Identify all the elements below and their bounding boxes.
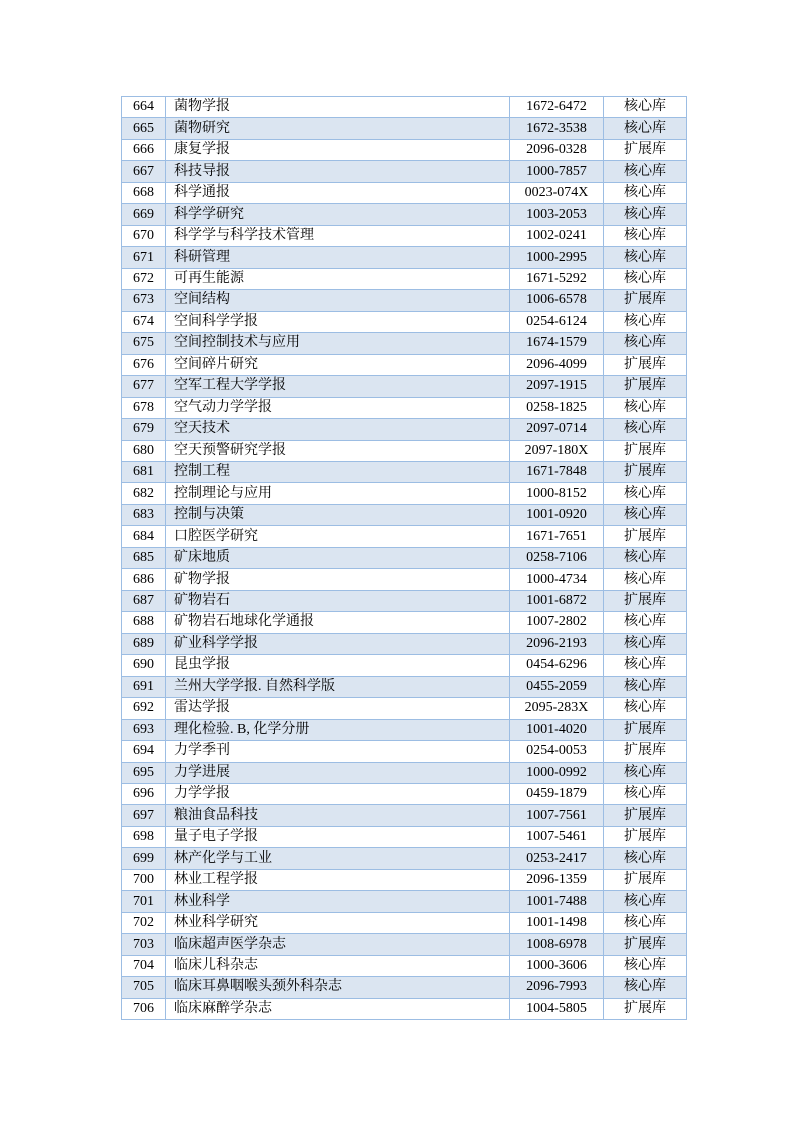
database-type-cell: 核心库 <box>604 118 687 139</box>
database-type-cell: 核心库 <box>604 676 687 697</box>
journal-name-cell: 矿业科学学报 <box>166 633 510 654</box>
table-row <box>122 762 687 783</box>
journal-name-cell: 矿床地质 <box>166 547 510 568</box>
table-row <box>122 118 687 139</box>
issn-cell: 0253-2417 <box>510 848 604 869</box>
issn-cell: 1671-5292 <box>510 268 604 289</box>
journal-name-cell: 临床超声医学杂志 <box>166 934 510 955</box>
table-row <box>122 247 687 268</box>
database-type-cell: 扩展库 <box>604 526 687 547</box>
table-row <box>122 397 687 418</box>
journal-name-cell: 林业科学 <box>166 891 510 912</box>
issn-cell: 1007-5461 <box>510 826 604 847</box>
database-type-cell: 核心库 <box>604 333 687 354</box>
journal-name-cell: 矿物岩石地球化学通报 <box>166 612 510 633</box>
journal-name-cell: 力学进展 <box>166 762 510 783</box>
table-row <box>122 719 687 740</box>
journal-name-cell: 科技导报 <box>166 161 510 182</box>
journal-name-cell: 空天技术 <box>166 419 510 440</box>
table-row <box>122 955 687 976</box>
journal-list-table <box>121 96 687 1020</box>
journal-name-cell: 菌物学报 <box>166 97 510 118</box>
table-row <box>122 698 687 719</box>
journal-name-cell: 矿物学报 <box>166 569 510 590</box>
table-row <box>122 311 687 332</box>
row-number-cell: 679 <box>122 419 166 440</box>
issn-cell: 1001-7488 <box>510 891 604 912</box>
row-number-cell: 684 <box>122 526 166 547</box>
database-type-cell: 扩展库 <box>604 354 687 375</box>
database-type-cell: 扩展库 <box>604 741 687 762</box>
database-type-cell: 扩展库 <box>604 590 687 611</box>
journal-name-cell: 空间结构 <box>166 290 510 311</box>
issn-cell: 1003-2053 <box>510 204 604 225</box>
journal-name-cell: 林产化学与工业 <box>166 848 510 869</box>
table-row <box>122 504 687 525</box>
database-type-cell: 核心库 <box>604 977 687 998</box>
table-row <box>122 139 687 160</box>
row-number-cell: 701 <box>122 891 166 912</box>
journal-name-cell: 兰州大学学报. 自然科学版 <box>166 676 510 697</box>
row-number-cell: 693 <box>122 719 166 740</box>
journal-name-cell: 粮油食品科技 <box>166 805 510 826</box>
journal-name-cell: 菌物研究 <box>166 118 510 139</box>
row-number-cell: 696 <box>122 784 166 805</box>
table-row <box>122 655 687 676</box>
database-type-cell: 核心库 <box>604 784 687 805</box>
journal-name-cell: 昆虫学报 <box>166 655 510 676</box>
database-type-cell: 核心库 <box>604 182 687 203</box>
table-row <box>122 376 687 397</box>
journal-name-cell: 雷达学报 <box>166 698 510 719</box>
row-number-cell: 699 <box>122 848 166 869</box>
database-type-cell: 核心库 <box>604 97 687 118</box>
table-row <box>122 891 687 912</box>
database-type-cell: 核心库 <box>604 848 687 869</box>
issn-cell: 1671-7848 <box>510 461 604 482</box>
database-type-cell: 核心库 <box>604 912 687 933</box>
table-row <box>122 869 687 890</box>
issn-cell: 0254-6124 <box>510 311 604 332</box>
row-number-cell: 688 <box>122 612 166 633</box>
row-number-cell: 692 <box>122 698 166 719</box>
row-number-cell: 686 <box>122 569 166 590</box>
issn-cell: 1000-8152 <box>510 483 604 504</box>
issn-cell: 1672-3538 <box>510 118 604 139</box>
issn-cell: 1001-4020 <box>510 719 604 740</box>
journal-name-cell: 空天预警研究学报 <box>166 440 510 461</box>
issn-cell: 0254-0053 <box>510 741 604 762</box>
issn-cell: 1000-2995 <box>510 247 604 268</box>
database-type-cell: 扩展库 <box>604 461 687 482</box>
database-type-cell: 核心库 <box>604 633 687 654</box>
row-number-cell: 667 <box>122 161 166 182</box>
database-type-cell: 扩展库 <box>604 826 687 847</box>
journal-name-cell: 临床麻醉学杂志 <box>166 998 510 1019</box>
issn-cell: 2097-180X <box>510 440 604 461</box>
row-number-cell: 690 <box>122 655 166 676</box>
journal-name-cell: 空间控制技术与应用 <box>166 333 510 354</box>
table-row <box>122 569 687 590</box>
row-number-cell: 703 <box>122 934 166 955</box>
row-number-cell: 705 <box>122 977 166 998</box>
row-number-cell: 669 <box>122 204 166 225</box>
row-number-cell: 695 <box>122 762 166 783</box>
database-type-cell: 核心库 <box>604 655 687 676</box>
database-type-cell: 核心库 <box>604 612 687 633</box>
row-number-cell: 675 <box>122 333 166 354</box>
database-type-cell: 核心库 <box>604 891 687 912</box>
database-type-cell: 核心库 <box>604 504 687 525</box>
table-row <box>122 419 687 440</box>
journal-name-cell: 科学学研究 <box>166 204 510 225</box>
issn-cell: 1000-7857 <box>510 161 604 182</box>
database-type-cell: 扩展库 <box>604 376 687 397</box>
row-number-cell: 665 <box>122 118 166 139</box>
journal-name-cell: 空气动力学学报 <box>166 397 510 418</box>
table-row <box>122 848 687 869</box>
table-row <box>122 977 687 998</box>
journal-list-body <box>122 97 687 1020</box>
row-number-cell: 687 <box>122 590 166 611</box>
issn-cell: 1008-6978 <box>510 934 604 955</box>
table-row <box>122 998 687 1019</box>
table-row <box>122 290 687 311</box>
issn-cell: 1672-6472 <box>510 97 604 118</box>
table-row <box>122 354 687 375</box>
database-type-cell: 核心库 <box>604 397 687 418</box>
issn-cell: 0023-074X <box>510 182 604 203</box>
row-number-cell: 664 <box>122 97 166 118</box>
table-row <box>122 612 687 633</box>
row-number-cell: 697 <box>122 805 166 826</box>
journal-name-cell: 科学通报 <box>166 182 510 203</box>
table-row <box>122 461 687 482</box>
database-type-cell: 核心库 <box>604 698 687 719</box>
row-number-cell: 678 <box>122 397 166 418</box>
database-type-cell: 扩展库 <box>604 290 687 311</box>
table-row <box>122 784 687 805</box>
row-number-cell: 671 <box>122 247 166 268</box>
issn-cell: 0459-1879 <box>510 784 604 805</box>
journal-name-cell: 矿物岩石 <box>166 590 510 611</box>
issn-cell: 1002-0241 <box>510 225 604 246</box>
table-row <box>122 97 687 118</box>
journal-name-cell: 科学学与科学技术管理 <box>166 225 510 246</box>
issn-cell: 0258-1825 <box>510 397 604 418</box>
journal-name-cell: 临床儿科杂志 <box>166 955 510 976</box>
row-number-cell: 702 <box>122 912 166 933</box>
table-row <box>122 633 687 654</box>
row-number-cell: 666 <box>122 139 166 160</box>
issn-cell: 0454-6296 <box>510 655 604 676</box>
database-type-cell: 核心库 <box>604 247 687 268</box>
database-type-cell: 扩展库 <box>604 805 687 826</box>
row-number-cell: 674 <box>122 311 166 332</box>
journal-name-cell: 理化检验. B, 化学分册 <box>166 719 510 740</box>
journal-name-cell: 空间科学学报 <box>166 311 510 332</box>
journal-name-cell: 空军工程大学学报 <box>166 376 510 397</box>
journal-name-cell: 口腔医学研究 <box>166 526 510 547</box>
row-number-cell: 694 <box>122 741 166 762</box>
issn-cell: 1000-0992 <box>510 762 604 783</box>
issn-cell: 1006-6578 <box>510 290 604 311</box>
issn-cell: 1671-7651 <box>510 526 604 547</box>
row-number-cell: 700 <box>122 869 166 890</box>
issn-cell: 2096-7993 <box>510 977 604 998</box>
journal-name-cell: 林业工程学报 <box>166 869 510 890</box>
journal-name-cell: 可再生能源 <box>166 268 510 289</box>
row-number-cell: 704 <box>122 955 166 976</box>
table-row <box>122 204 687 225</box>
row-number-cell: 677 <box>122 376 166 397</box>
row-number-cell: 668 <box>122 182 166 203</box>
table-row <box>122 826 687 847</box>
table-row <box>122 805 687 826</box>
issn-cell: 2097-0714 <box>510 419 604 440</box>
row-number-cell: 698 <box>122 826 166 847</box>
database-type-cell: 核心库 <box>604 225 687 246</box>
table-row <box>122 676 687 697</box>
table-row <box>122 547 687 568</box>
database-type-cell: 扩展库 <box>604 934 687 955</box>
row-number-cell: 680 <box>122 440 166 461</box>
issn-cell: 1000-3606 <box>510 955 604 976</box>
journal-name-cell: 康复学报 <box>166 139 510 160</box>
database-type-cell: 核心库 <box>604 161 687 182</box>
issn-cell: 1004-5805 <box>510 998 604 1019</box>
database-type-cell: 核心库 <box>604 419 687 440</box>
issn-cell: 2096-0328 <box>510 139 604 160</box>
table-row <box>122 440 687 461</box>
journal-name-cell: 林业科学研究 <box>166 912 510 933</box>
table-row <box>122 268 687 289</box>
issn-cell: 1001-6872 <box>510 590 604 611</box>
table-row <box>122 333 687 354</box>
table-row <box>122 741 687 762</box>
issn-cell: 1000-4734 <box>510 569 604 590</box>
journal-name-cell: 科研管理 <box>166 247 510 268</box>
row-number-cell: 689 <box>122 633 166 654</box>
issn-cell: 1007-7561 <box>510 805 604 826</box>
database-type-cell: 扩展库 <box>604 440 687 461</box>
database-type-cell: 核心库 <box>604 268 687 289</box>
journal-name-cell: 力学学报 <box>166 784 510 805</box>
database-type-cell: 核心库 <box>604 547 687 568</box>
issn-cell: 1674-1579 <box>510 333 604 354</box>
issn-cell: 2097-1915 <box>510 376 604 397</box>
table-row <box>122 225 687 246</box>
row-number-cell: 685 <box>122 547 166 568</box>
database-type-cell: 扩展库 <box>604 869 687 890</box>
row-number-cell: 672 <box>122 268 166 289</box>
database-type-cell: 核心库 <box>604 955 687 976</box>
issn-cell: 2096-1359 <box>510 869 604 890</box>
journal-name-cell: 控制工程 <box>166 461 510 482</box>
journal-name-cell: 力学季刊 <box>166 741 510 762</box>
table-row <box>122 934 687 955</box>
issn-cell: 2096-2193 <box>510 633 604 654</box>
database-type-cell: 核心库 <box>604 204 687 225</box>
journal-name-cell: 量子电子学报 <box>166 826 510 847</box>
row-number-cell: 670 <box>122 225 166 246</box>
row-number-cell: 681 <box>122 461 166 482</box>
table-row <box>122 590 687 611</box>
issn-cell: 1001-1498 <box>510 912 604 933</box>
database-type-cell: 核心库 <box>604 762 687 783</box>
journal-name-cell: 控制与决策 <box>166 504 510 525</box>
issn-cell: 0455-2059 <box>510 676 604 697</box>
issn-cell: 1007-2802 <box>510 612 604 633</box>
issn-cell: 1001-0920 <box>510 504 604 525</box>
database-type-cell: 核心库 <box>604 569 687 590</box>
journal-name-cell: 空间碎片研究 <box>166 354 510 375</box>
row-number-cell: 691 <box>122 676 166 697</box>
database-type-cell: 扩展库 <box>604 998 687 1019</box>
database-type-cell: 核心库 <box>604 311 687 332</box>
database-type-cell: 核心库 <box>604 483 687 504</box>
table-row <box>122 526 687 547</box>
row-number-cell: 706 <box>122 998 166 1019</box>
table-row <box>122 161 687 182</box>
table-row <box>122 182 687 203</box>
journal-name-cell: 临床耳鼻咽喉头颈外科杂志 <box>166 977 510 998</box>
database-type-cell: 扩展库 <box>604 719 687 740</box>
table-row <box>122 912 687 933</box>
issn-cell: 0258-7106 <box>510 547 604 568</box>
issn-cell: 2096-4099 <box>510 354 604 375</box>
row-number-cell: 676 <box>122 354 166 375</box>
database-type-cell: 扩展库 <box>604 139 687 160</box>
row-number-cell: 683 <box>122 504 166 525</box>
issn-cell: 2095-283X <box>510 698 604 719</box>
row-number-cell: 673 <box>122 290 166 311</box>
journal-name-cell: 控制理论与应用 <box>166 483 510 504</box>
row-number-cell: 682 <box>122 483 166 504</box>
table-row <box>122 483 687 504</box>
